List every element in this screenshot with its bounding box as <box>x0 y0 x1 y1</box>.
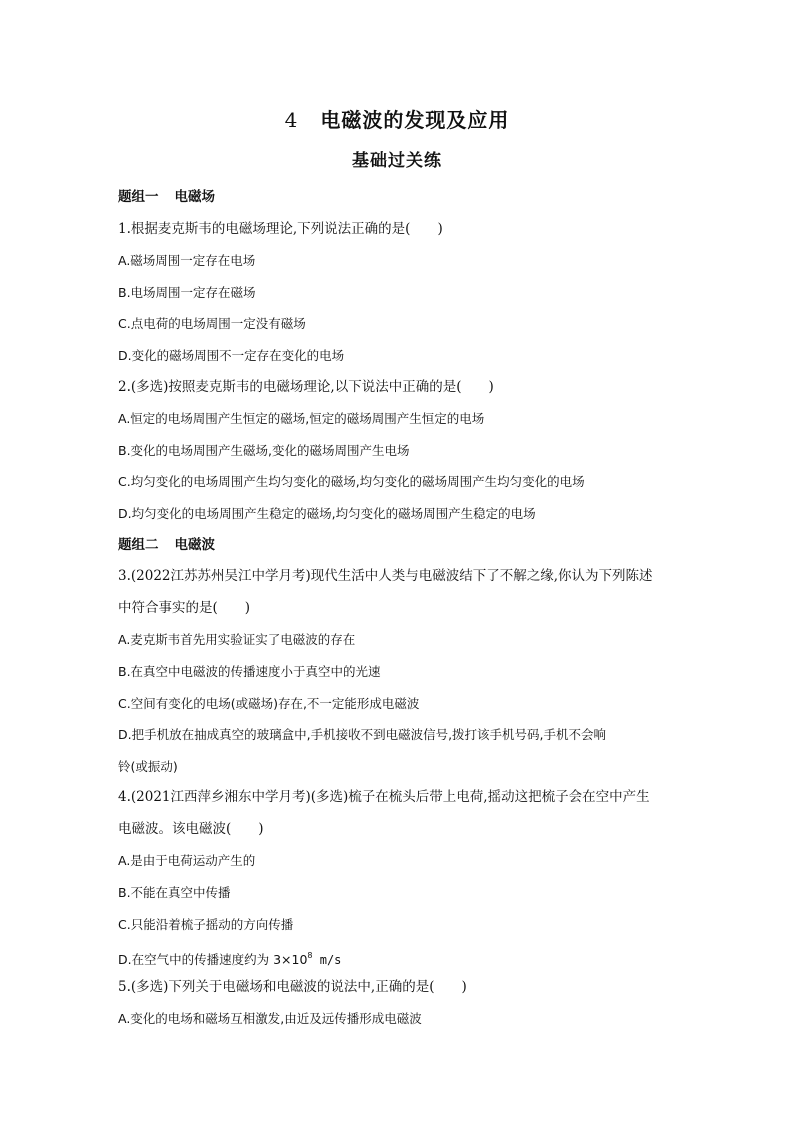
question-1-option-a: A.磁场周围一定存在电场 <box>118 253 256 269</box>
exercise-subtitle: 基础过关练 <box>352 151 442 171</box>
question-1-option-d: D.变化的磁场周围不一定存在变化的电场 <box>118 347 345 363</box>
question-3-option-d-line-2: 铃(或振动) <box>118 758 178 774</box>
question-4-stem-line-1: 4.(2021江西萍乡湘东中学月考)(多选)梳子在梳头后带上电荷,摇动这把梳子会在空中产生 <box>118 789 650 806</box>
question-4-option-b: B.不能在真空中传播 <box>118 885 231 901</box>
group-heading <box>118 530 684 562</box>
question-3-option-b: B.在真空中电磁波的传播速度小于真空中的光速 <box>118 663 381 679</box>
speed-unit: m/s <box>312 953 342 968</box>
option-d-text: D.在空气中的传播速度约为 3×10 <box>118 952 308 968</box>
question-2-option-a: A.恒定的电场周围产生恒定的磁场,恒定的磁场周围产生恒定的电场 <box>118 411 485 427</box>
question-4-stem-line-2: 电磁波。该电磁波( ) <box>118 820 264 837</box>
question-1-stem: 1.根据麦克斯韦的电磁场理论,下列说法正确的是( ) <box>118 220 443 237</box>
exercise-content <box>118 182 684 1035</box>
question-3-option-a: A.麦克斯韦首先用实验证实了电磁波的存在 <box>118 632 356 648</box>
question-2-option-b: B.变化的电场周围产生磁场,变化的磁场周围产生电场 <box>118 442 410 458</box>
group-label: 题组一 <box>118 189 159 205</box>
question-3-stem-line-2: 中符合事实的是( ) <box>118 599 251 616</box>
question-2-option-d: D.均匀变化的电场周围产生稳定的磁场,均匀变化的磁场周围产生稳定的电场 <box>118 505 536 521</box>
question-3-stem-line-1: 3.(2022江苏苏州吴江中学月考)现代生活中人类与电磁波结下了不解之缘,你认为下列陈述 <box>118 568 653 585</box>
question-1-option-b: B.电场周围一定存在磁场 <box>118 284 256 300</box>
group-name: 电磁波 <box>174 536 215 553</box>
question-4-option-c: C.只能沿着梳子摇动的方向传播 <box>118 916 294 932</box>
question-3-option-c: C.空间有变化的电场(或磁场)存在,不一定能形成电磁波 <box>118 695 420 711</box>
group-label: 题组二 <box>118 536 159 553</box>
section-title <box>0 104 794 133</box>
question-5-stem: 5.(多选)下列关于电磁场和电磁波的说法中,正确的是( ) <box>118 978 467 995</box>
exponent: 8 <box>307 951 313 961</box>
question-4-option-d <box>118 940 684 972</box>
section-title-text: 电磁波的发现及应用 <box>320 108 510 132</box>
section-number: 4 <box>284 108 299 132</box>
question-2-stem: 2.(多选)按照麦克斯韦的电磁场理论,以下说法中正确的是( ) <box>118 378 494 395</box>
group-name: 电磁场 <box>174 189 215 205</box>
question-4-option-a: A.是由于电荷运动产生的 <box>118 853 256 869</box>
question-5-option-a: A.变化的电场和磁场互相激发,由近及远传播形成电磁波 <box>118 1011 422 1027</box>
question-2-option-c: C.均匀变化的电场周围产生均匀变化的磁场,均匀变化的磁场周围产生均匀变化的电场 <box>118 474 585 490</box>
question-1-option-c: C.点电荷的电场周围一定没有磁场 <box>118 316 306 332</box>
group-heading <box>118 182 684 214</box>
question-3-option-d-line-1: D.把手机放在抽成真空的玻璃盒中,手机接收不到电磁波信号,拨打该手机号码,手机不会响 <box>118 727 607 743</box>
